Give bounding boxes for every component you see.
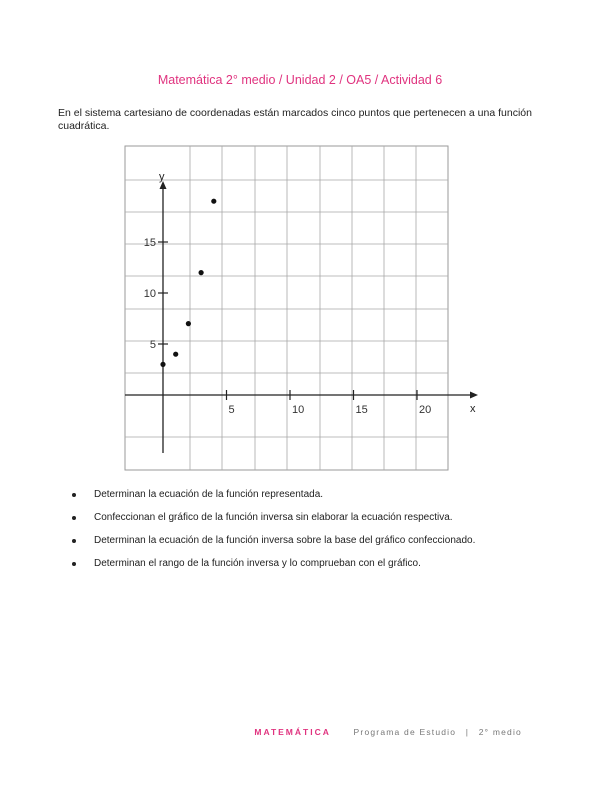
list-item-text: Determinan el rango de la función inversa y lo comprueban con el gráfico. bbox=[94, 558, 421, 569]
data-point bbox=[199, 270, 204, 275]
x-axis-label: x bbox=[470, 403, 476, 415]
data-point bbox=[173, 352, 178, 357]
data-point bbox=[211, 199, 216, 204]
list-item bbox=[72, 557, 475, 580]
bullet-dot bbox=[72, 539, 76, 543]
page-footer bbox=[254, 727, 522, 737]
x-axis-arrow bbox=[470, 392, 478, 399]
list-item bbox=[72, 534, 475, 557]
footer-grade: 2° medio bbox=[478, 727, 522, 737]
y-axis-label: y bbox=[159, 171, 165, 183]
y-tick-label: 15 bbox=[143, 237, 156, 249]
footer-subject: MATEMÁTICA bbox=[254, 727, 331, 737]
data-points bbox=[160, 199, 216, 367]
intro-paragraph: En el sistema cartesiano de coordenadas están marcados cinco puntos que pertenecen a una función cuadrática. bbox=[58, 107, 532, 132]
bullet-dot bbox=[72, 516, 76, 520]
list-item-text: Determinan la ecuación de la función representada. bbox=[94, 489, 324, 500]
bullet-dot bbox=[72, 493, 76, 497]
footer-separator: | bbox=[465, 727, 470, 737]
list-item-text: Determinan la ecuación de la función inversa sobre la base del gráfico confeccionado. bbox=[94, 535, 476, 546]
list-item bbox=[72, 488, 475, 511]
ticks bbox=[144, 237, 432, 416]
list-item-text: Confeccionan el gráfico de la función inversa sin elaborar la ecuación respectiva. bbox=[94, 512, 453, 523]
page-title: Matemática 2° medio / Unidad 2 / OA5 / Actividad 6 bbox=[157, 73, 443, 87]
list-item bbox=[72, 511, 475, 534]
grid bbox=[125, 146, 448, 470]
grid-border bbox=[125, 146, 448, 470]
x-tick-label: 15 bbox=[355, 404, 368, 416]
x-tick-label: 20 bbox=[419, 404, 432, 416]
y-tick-label: 5 bbox=[149, 339, 156, 351]
y-tick-label: 10 bbox=[143, 288, 156, 300]
footer-program: Programa de Estudio bbox=[353, 727, 457, 737]
activity-list bbox=[72, 488, 475, 580]
bullet-dot bbox=[72, 562, 76, 566]
footer-separator bbox=[340, 727, 344, 737]
data-point bbox=[160, 362, 165, 367]
x-tick-label: 5 bbox=[228, 404, 235, 416]
data-point bbox=[186, 321, 191, 326]
x-tick-label: 10 bbox=[292, 404, 305, 416]
